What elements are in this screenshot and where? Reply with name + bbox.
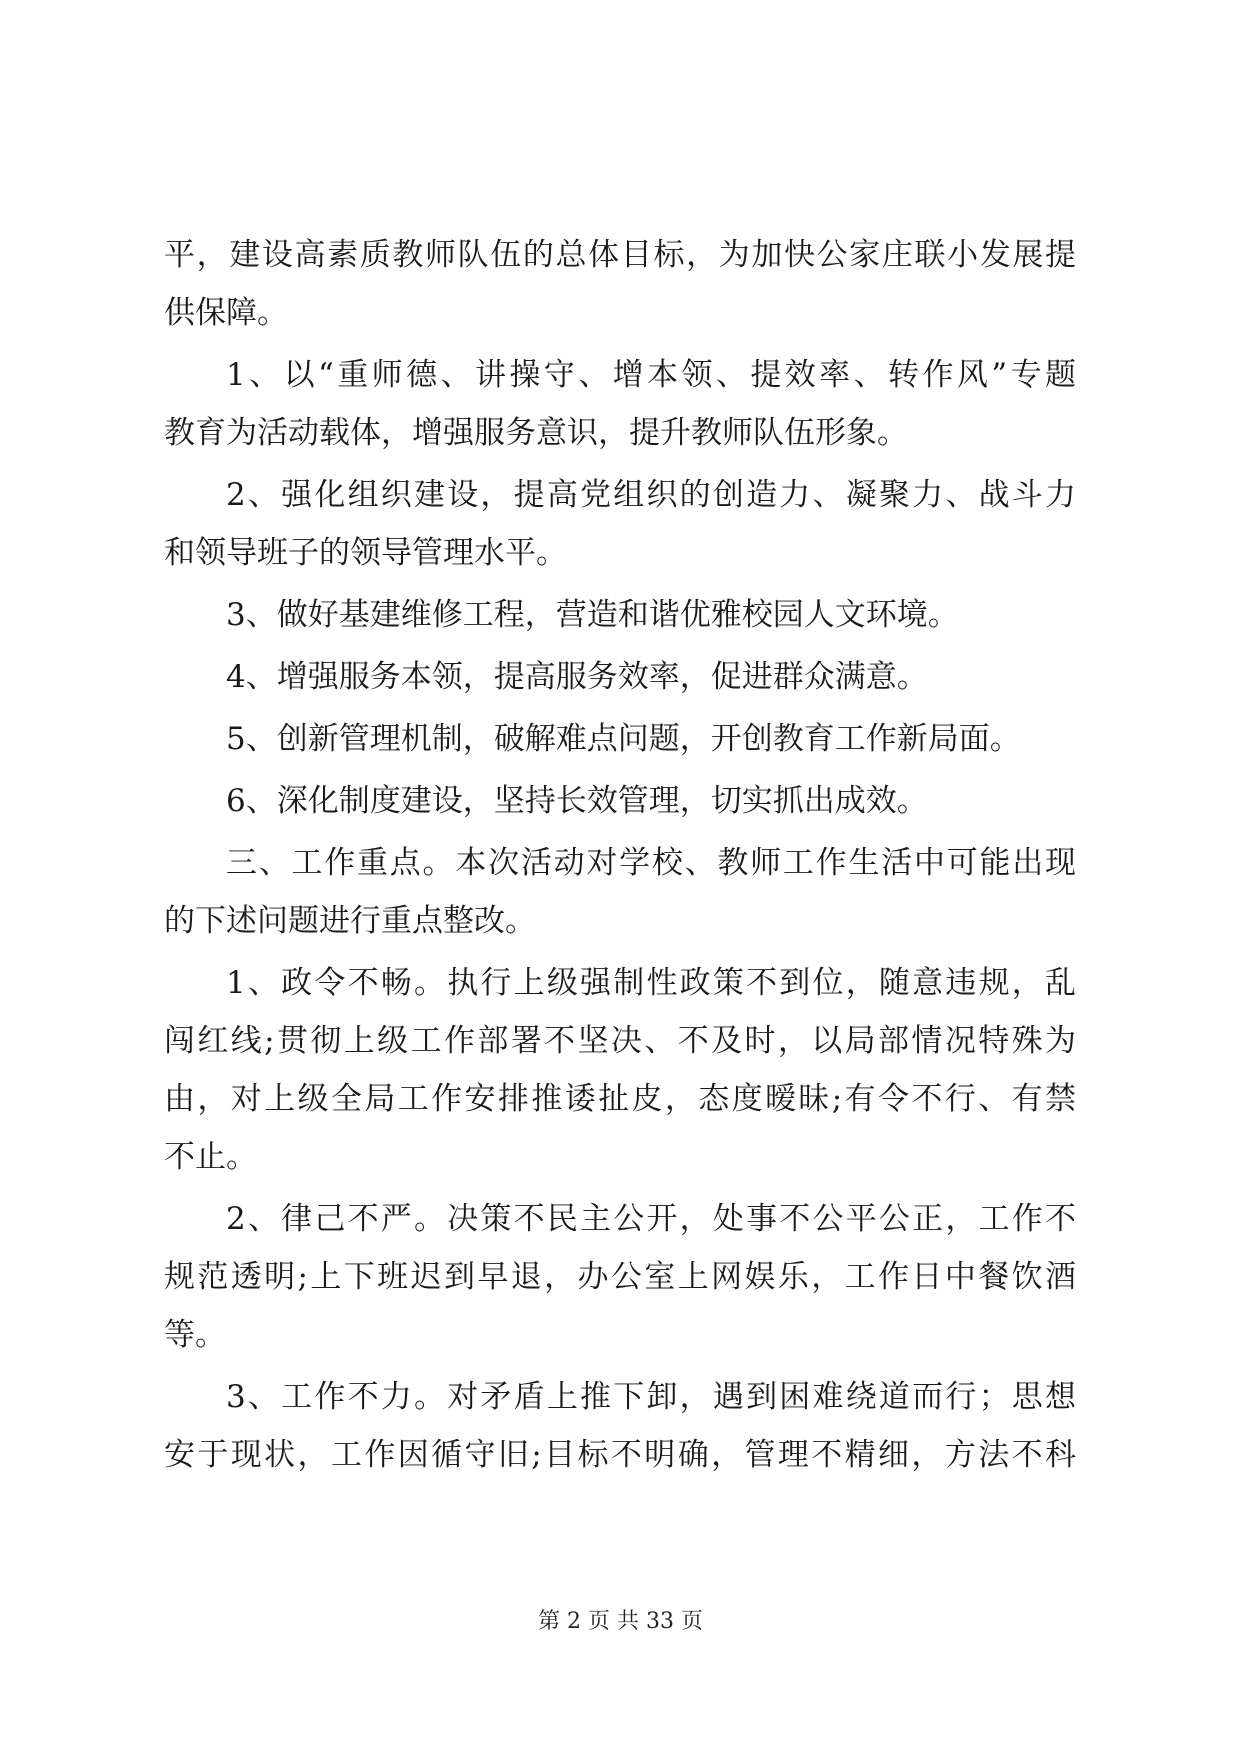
text-line: 2、律己不严。决策不民主公开，处事不公平公正，工作不	[226, 1201, 1076, 1237]
paragraph	[164, 466, 1076, 582]
text-line: 由，对上级全局工作安排推诿扯皮，态度暧昧;有令不行、有禁	[164, 1081, 1076, 1117]
text-line: 三、工作重点。本次活动对学校、教师工作生活中可能出现	[226, 845, 1076, 881]
text-line: 4、增强服务本领，提高服务效率，促进群众满意。	[226, 659, 928, 695]
text-line: 1、以“重师德、讲操守、增本领、提效率、转作风”专题	[226, 357, 1076, 393]
text-line: 供保障。	[164, 295, 288, 331]
body-text	[164, 226, 1076, 1484]
text-line: 平，建设高素质教师队伍的总体目标，为加快公家庄联小发展提	[164, 237, 1076, 273]
text-line: 和领导班子的领导管理水平。	[164, 535, 567, 571]
text-line: 教育为活动载体，增强服务意识，提升教师队伍形象。	[164, 415, 908, 451]
paragraph	[164, 648, 1076, 706]
text-line: 规范透明;上下班迟到早退，办公室上网娱乐，工作日中餐饮酒	[164, 1259, 1076, 1295]
text-line: 3、做好基建维修工程，营造和谐优雅校园人文环境。	[226, 597, 959, 633]
paragraph	[164, 772, 1076, 830]
paragraph	[164, 586, 1076, 644]
text-line: 安于现状，工作因循守旧;目标不明确，管理不精细，方法不科	[164, 1437, 1076, 1473]
page-number-footer: 第 2 页 共 33 页	[538, 1609, 703, 1634]
text-line: 闯红线;贯彻上级工作部署不坚决、不及时，以局部情况特殊为	[164, 1023, 1076, 1059]
text-line: 5、创新管理机制，破解难点问题，开创教育工作新局面。	[226, 721, 1021, 757]
paragraph	[164, 834, 1076, 950]
text-line: 2、强化组织建设，提高党组织的创造力、凝聚力、战斗力	[226, 477, 1076, 513]
text-line: 等。	[164, 1317, 226, 1353]
text-line: 1、政令不畅。执行上级强制性政策不到位，随意违规，乱	[226, 965, 1076, 1001]
text-line: 的下述问题进行重点整改。	[164, 903, 536, 939]
paragraph	[164, 710, 1076, 768]
text-line: 6、深化制度建设，坚持长效管理，切实抓出成效。	[226, 783, 928, 819]
paragraph	[164, 346, 1076, 462]
text-line: 3、工作不力。对矛盾上推下卸，遇到困难绕道而行；思想	[226, 1379, 1076, 1415]
paragraph	[164, 1368, 1076, 1484]
paragraph	[164, 1190, 1076, 1364]
text-line: 不止。	[164, 1139, 257, 1175]
paragraph	[164, 226, 1076, 342]
paragraph	[164, 954, 1076, 1186]
